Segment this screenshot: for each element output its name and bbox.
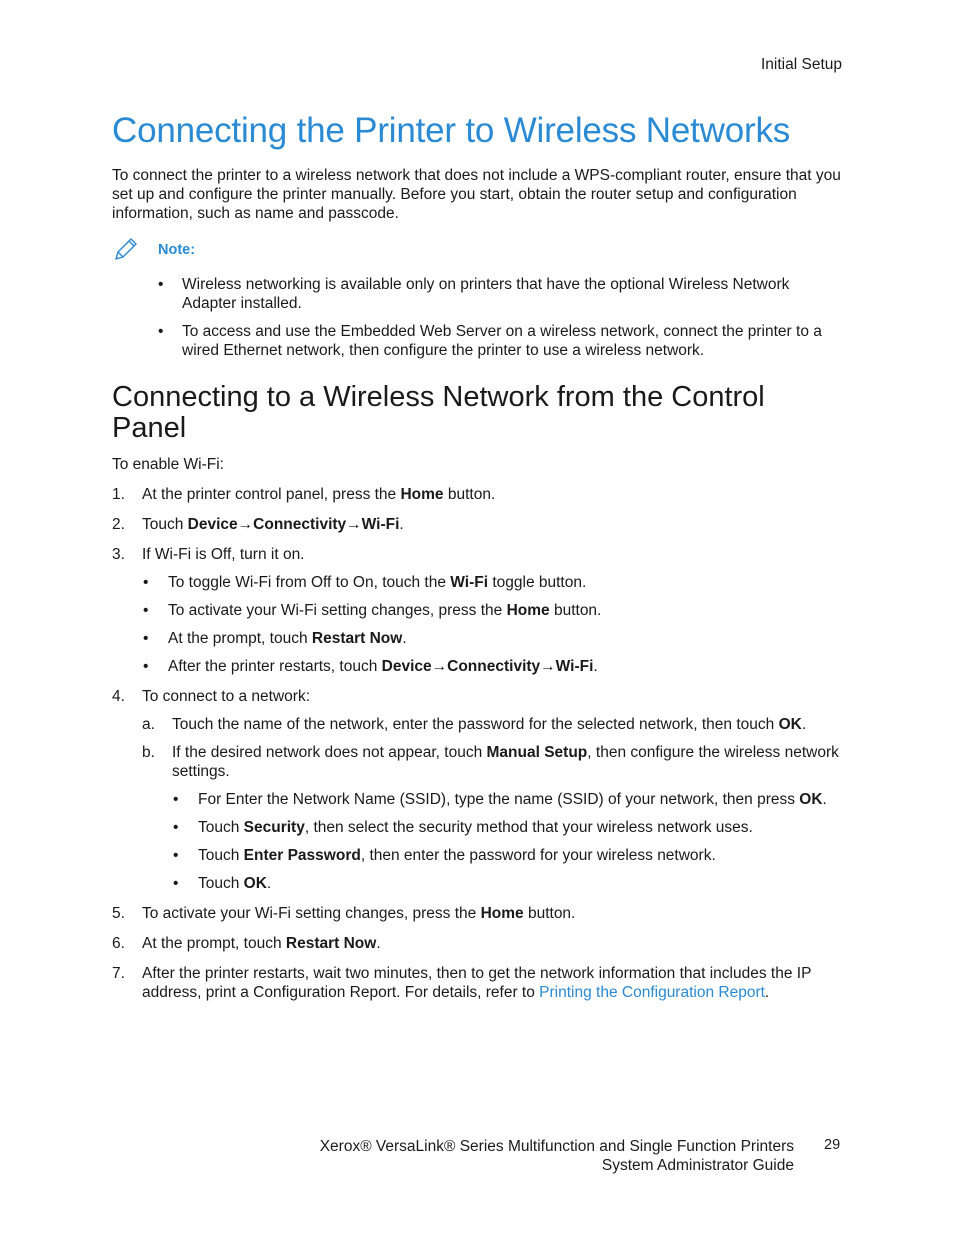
sub-bullet: • At the prompt, touch Restart Now. xyxy=(143,630,407,647)
page-title: Connecting the Printer to Wireless Networks xyxy=(112,111,791,150)
page-number: 29 xyxy=(824,1137,841,1153)
note-label: Note: xyxy=(158,242,196,258)
sub-bullet: • Touch OK. xyxy=(173,875,272,892)
sub-step-b: b. If the desired network does not appear, touch Manual Setup, then configure the wireless network settings. • For Enter the Network Name (SSID), type the name (SSID) of your network, then press OK. • Touch Security, then select the security method that your wireless network uses. • Touch Enter Password, then enter the password for your wireless network. • Touch OK. xyxy=(142,743,842,893)
step-number: 4. xyxy=(112,688,125,705)
sub-bullet: • Touch Security, then select the security method that your wireless network uses. xyxy=(173,819,753,836)
step-number: 3. xyxy=(112,546,125,563)
step-number: 6. xyxy=(112,935,125,952)
sub-bullet: • Touch Enter Password, then enter the password for your wireless network. xyxy=(173,847,716,864)
note-item: • To access and use the Embedded Web Server on a wireless network, connect the printer to a wired Ethernet network, then configure the printer to use a wireless network. xyxy=(158,323,822,359)
note-list xyxy=(112,275,842,360)
step-2: 2. Touch Device→Connectivity→Wi-Fi. xyxy=(112,516,404,533)
running-header: Initial Setup xyxy=(761,56,842,73)
intro-paragraph: To connect the printer to a wireless network that does not include a WPS-compliant router, ensure that you set up and configure the printer manually. Before you start, obtain the router setup and configuration information, such as name and passcode. xyxy=(112,167,841,222)
page-body xyxy=(112,110,842,1002)
step-1: 1. At the printer control panel, press the Home button. xyxy=(112,486,496,503)
bullet: • xyxy=(158,276,164,293)
footer xyxy=(320,1137,794,1175)
step-number: 5. xyxy=(112,905,125,922)
bullet: • xyxy=(158,323,164,340)
step-6: 6. At the prompt, touch Restart Now. xyxy=(112,935,381,952)
step-3: 3. If Wi-Fi is Off, turn it on. • To toggle Wi-Fi from Off to On, touch the Wi-Fi toggle button. • To activate your Wi-Fi setting changes, press the Home button. • At the prompt, touch Restart Now. • After the printer restarts, touch Device→Connectivity→Wi-Fi. xyxy=(112,545,842,676)
step-5: 5. To activate your Wi-Fi setting changes, press the Home button. xyxy=(112,905,576,922)
note-block xyxy=(112,239,842,263)
note-item: • Wireless networking is available only on printers that have the optional Wireless Network Adapter installed. xyxy=(158,276,790,312)
step-4: 4. To connect to a network: a. Touch the name of the network, enter the password for the selected network, then touch OK. b. If the desired network does not appear, touch Manual Setup, then configure the wireless network settings. • For Enter the Network Name (SSID), type the name (SSID) of your network, then press OK. • Touch Security, then select the security method that your wireless network uses. • Touch Enter Password, then enter the password for your wireless network. • Touch OK. xyxy=(112,687,842,893)
step-number: 7. xyxy=(112,965,125,982)
step-7: 7. After the printer restarts, wait two minutes, then to get the network information that includes the IP address, print a Configuration Report. For details, refer to Printing the Configuration Report. xyxy=(112,965,812,1001)
sub-bullet: • For Enter the Network Name (SSID), type the name (SSID) of your network, then press OK. xyxy=(173,791,827,808)
lead-text: To enable Wi-Fi: xyxy=(112,456,224,473)
footer-guide: System Administrator Guide xyxy=(601,1157,794,1174)
pencil-icon xyxy=(112,237,138,263)
step-number: 1. xyxy=(112,486,125,503)
footer-product: Xerox® VersaLink® Series Multifunction and Single Function Printers xyxy=(319,1138,794,1155)
sub-bullet: • To toggle Wi-Fi from Off to On, touch the Wi-Fi toggle button. xyxy=(143,574,587,591)
step-number: 2. xyxy=(112,516,125,533)
sub-bullet: • After the printer restarts, touch Device→Connectivity→Wi-Fi. xyxy=(143,658,598,675)
sub-step-a: a. Touch the name of the network, enter the password for the selected network, then touch OK. xyxy=(142,716,807,733)
section-heading: Connecting to a Wireless Network from the Control Panel xyxy=(112,381,765,444)
configuration-report-link[interactable]: Printing the Configuration Report xyxy=(539,984,765,1001)
sub-bullet: • To activate your Wi-Fi setting changes, press the Home button. xyxy=(143,602,602,619)
